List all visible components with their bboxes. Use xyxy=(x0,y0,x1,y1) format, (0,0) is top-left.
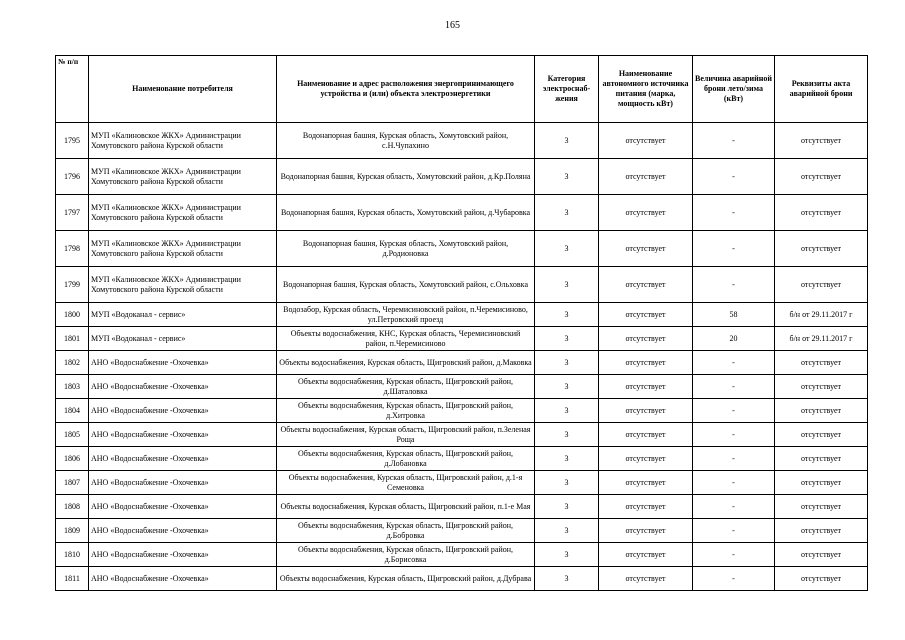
consumer-name: МУП «Водоканал - сервис» xyxy=(89,327,277,351)
header-power: Величина аварийной брони лето/зима (кВт) xyxy=(693,56,775,123)
emergency-power: - xyxy=(693,567,775,591)
consumer-name: АНО «Водоснабжение -Охочевка» xyxy=(89,543,277,567)
object-address: Объекты водоснабжения, Курская область, Щигровский район, п.Зеленая Роща xyxy=(277,423,535,447)
supply-category: 3 xyxy=(535,195,599,231)
consumers-table xyxy=(55,55,868,591)
consumer-name: МУП «Калиновское ЖКХ» Администрации Хомутовского района Курской области xyxy=(89,231,277,267)
row-number: 1805 xyxy=(56,423,89,447)
emergency-power: - xyxy=(693,495,775,519)
table-row xyxy=(56,351,868,375)
act-details: отсутствует xyxy=(775,399,868,423)
table-row xyxy=(56,303,868,327)
supply-category: 3 xyxy=(535,303,599,327)
consumer-name: АНО «Водоснабжение -Охочевка» xyxy=(89,495,277,519)
supply-category: 3 xyxy=(535,519,599,543)
object-address: Объекты водоснабжения, Курская область, Щигровский район, д.Хитровка xyxy=(277,399,535,423)
row-number: 1808 xyxy=(56,495,89,519)
autonomous-source: отсутствует xyxy=(599,423,693,447)
act-details: отсутствует xyxy=(775,519,868,543)
table-header-row xyxy=(56,56,868,123)
table-row xyxy=(56,267,868,303)
consumer-name: АНО «Водоснабжение -Охочевка» xyxy=(89,375,277,399)
table-row xyxy=(56,423,868,447)
emergency-power: - xyxy=(693,159,775,195)
object-address: Водонапорная башня, Курская область, Хомутовский район, д.Кр.Поляна xyxy=(277,159,535,195)
emergency-power: - xyxy=(693,267,775,303)
autonomous-source: отсутствует xyxy=(599,267,693,303)
autonomous-source: отсутствует xyxy=(599,471,693,495)
consumer-name: МУП «Калиновское ЖКХ» Администрации Хомутовского района Курской области xyxy=(89,159,277,195)
act-details: отсутствует xyxy=(775,423,868,447)
table-row xyxy=(56,543,868,567)
row-number: 1802 xyxy=(56,351,89,375)
row-number: 1806 xyxy=(56,447,89,471)
row-number: 1803 xyxy=(56,375,89,399)
row-number: 1807 xyxy=(56,471,89,495)
act-details: отсутствует xyxy=(775,123,868,159)
autonomous-source: отсутствует xyxy=(599,519,693,543)
table-row xyxy=(56,159,868,195)
emergency-power: - xyxy=(693,123,775,159)
object-address: Водонапорная башня, Курская область, Хомутовский район, д.Родионовка xyxy=(277,231,535,267)
act-details: отсутствует xyxy=(775,351,868,375)
act-details: отсутствует xyxy=(775,231,868,267)
supply-category: 3 xyxy=(535,351,599,375)
object-address: Объекты водоснабжения, Курская область, Щигровский район, п.1-е Мая xyxy=(277,495,535,519)
autonomous-source: отсутствует xyxy=(599,351,693,375)
row-number: 1804 xyxy=(56,399,89,423)
row-number: 1795 xyxy=(56,123,89,159)
autonomous-source: отсутствует xyxy=(599,159,693,195)
supply-category: 3 xyxy=(535,471,599,495)
consumer-name: АНО «Водоснабжение -Охочевка» xyxy=(89,399,277,423)
row-number: 1801 xyxy=(56,327,89,351)
page-number: 165 xyxy=(445,20,460,31)
object-address: Водозабор, Курская область, Черемисиновский район, п.Черемисиново, ул.Петровский проезд xyxy=(277,303,535,327)
emergency-power: - xyxy=(693,447,775,471)
table-row xyxy=(56,519,868,543)
header-num: № п/п xyxy=(56,56,89,123)
table-row xyxy=(56,471,868,495)
row-number: 1809 xyxy=(56,519,89,543)
act-details: отсутствует xyxy=(775,159,868,195)
header-act: Реквизиты акта аварийной брони xyxy=(775,56,868,123)
header-category: Категория электроснаб-жения xyxy=(535,56,599,123)
act-details: отсутствует xyxy=(775,375,868,399)
supply-category: 3 xyxy=(535,231,599,267)
header-consumer: Наименование потребителя xyxy=(89,56,277,123)
table-row xyxy=(56,195,868,231)
table-row xyxy=(56,375,868,399)
act-details: отсутствует xyxy=(775,567,868,591)
emergency-power: - xyxy=(693,471,775,495)
autonomous-source: отсутствует xyxy=(599,195,693,231)
supply-category: 3 xyxy=(535,159,599,195)
table-row xyxy=(56,399,868,423)
consumer-name: АНО «Водоснабжение -Охочевка» xyxy=(89,423,277,447)
emergency-power: - xyxy=(693,519,775,543)
object-address: Объекты водоснабжения, Курская область, Щигровский район, д.1-я Семеновка xyxy=(277,471,535,495)
emergency-power: - xyxy=(693,399,775,423)
object-address: Объекты водоснабжения, Курская область, Щигровский район, д.Дубрава xyxy=(277,567,535,591)
row-number: 1811 xyxy=(56,567,89,591)
supply-category: 3 xyxy=(535,123,599,159)
table-row xyxy=(56,123,868,159)
table-row xyxy=(56,447,868,471)
object-address: Объекты водоснабжения, Курская область, Щигровский район, д.Борисовка xyxy=(277,543,535,567)
act-details: б/н от 29.11.2017 г xyxy=(775,327,868,351)
row-number: 1796 xyxy=(56,159,89,195)
object-address: Водонапорная башня, Курская область, Хомутовский район, с.Н.Чупахино xyxy=(277,123,535,159)
object-address: Объекты водоснабжения, Курская область, Щигровский район, д.Лобановка xyxy=(277,447,535,471)
supply-category: 3 xyxy=(535,423,599,447)
table-row xyxy=(56,567,868,591)
autonomous-source: отсутствует xyxy=(599,123,693,159)
object-address: Объекты водоснабжения, Курская область, Щигровский район, д.Бобровка xyxy=(277,519,535,543)
consumer-name: АНО «Водоснабжение -Охочевка» xyxy=(89,471,277,495)
emergency-power: - xyxy=(693,231,775,267)
autonomous-source: отсутствует xyxy=(599,303,693,327)
row-number: 1810 xyxy=(56,543,89,567)
autonomous-source: отсутствует xyxy=(599,495,693,519)
row-number: 1800 xyxy=(56,303,89,327)
emergency-power: 20 xyxy=(693,327,775,351)
emergency-power: - xyxy=(693,375,775,399)
autonomous-source: отсутствует xyxy=(599,327,693,351)
consumer-name: АНО «Водоснабжение -Охочевка» xyxy=(89,519,277,543)
emergency-power: 58 xyxy=(693,303,775,327)
supply-category: 3 xyxy=(535,495,599,519)
supply-category: 3 xyxy=(535,447,599,471)
emergency-power: - xyxy=(693,351,775,375)
consumer-name: АНО «Водоснабжение -Охочевка» xyxy=(89,567,277,591)
supply-category: 3 xyxy=(535,267,599,303)
supply-category: 3 xyxy=(535,399,599,423)
emergency-power: - xyxy=(693,195,775,231)
supply-category: 3 xyxy=(535,375,599,399)
act-details: отсутствует xyxy=(775,543,868,567)
header-address: Наименование и адрес расположения энергопринимающего устройства и (или) объекта электроэнергетики xyxy=(277,56,535,123)
consumer-name: АНО «Водоснабжение -Охочевка» xyxy=(89,351,277,375)
object-address: Объекты водоснабжения, КНС, Курская область, Черемисиновский район, п.Черемисиново xyxy=(277,327,535,351)
supply-category: 3 xyxy=(535,567,599,591)
row-number: 1797 xyxy=(56,195,89,231)
act-details: отсутствует xyxy=(775,447,868,471)
table-row xyxy=(56,231,868,267)
act-details: отсутствует xyxy=(775,267,868,303)
consumer-name: МУП «Калиновское ЖКХ» Администрации Хомутовского района Курской области xyxy=(89,123,277,159)
supply-category: 3 xyxy=(535,543,599,567)
autonomous-source: отсутствует xyxy=(599,375,693,399)
autonomous-source: отсутствует xyxy=(599,543,693,567)
object-address: Водонапорная башня, Курская область, Хомутовский район, с.Ольховка xyxy=(277,267,535,303)
autonomous-source: отсутствует xyxy=(599,231,693,267)
act-details: отсутствует xyxy=(775,495,868,519)
autonomous-source: отсутствует xyxy=(599,399,693,423)
consumer-name: МУП «Водоканал - сервис» xyxy=(89,303,277,327)
emergency-power: - xyxy=(693,423,775,447)
object-address: Водонапорная башня, Курская область, Хомутовский район, д.Чубаровка xyxy=(277,195,535,231)
row-number: 1798 xyxy=(56,231,89,267)
object-address: Объекты водоснабжения, Курская область, Щигровский район, д.Маковка xyxy=(277,351,535,375)
row-number: 1799 xyxy=(56,267,89,303)
consumer-name: МУП «Калиновское ЖКХ» Администрации Хомутовского района Курской области xyxy=(89,195,277,231)
act-details: отсутствует xyxy=(775,195,868,231)
table-body xyxy=(56,123,868,591)
consumer-name: МУП «Калиновское ЖКХ» Администрации Хомутовского района Курской области xyxy=(89,267,277,303)
header-source: Наименование автономного источника питания (марка, мощность кВт) xyxy=(599,56,693,123)
act-details: б/н от 29.11.2017 г xyxy=(775,303,868,327)
object-address: Объекты водоснабжения, Курская область, Щигровский район, д.Шаталовка xyxy=(277,375,535,399)
autonomous-source: отсутствует xyxy=(599,567,693,591)
supply-category: 3 xyxy=(535,327,599,351)
autonomous-source: отсутствует xyxy=(599,447,693,471)
emergency-power: - xyxy=(693,543,775,567)
consumer-name: АНО «Водоснабжение -Охочевка» xyxy=(89,447,277,471)
table-row xyxy=(56,327,868,351)
table-row xyxy=(56,495,868,519)
act-details: отсутствует xyxy=(775,471,868,495)
